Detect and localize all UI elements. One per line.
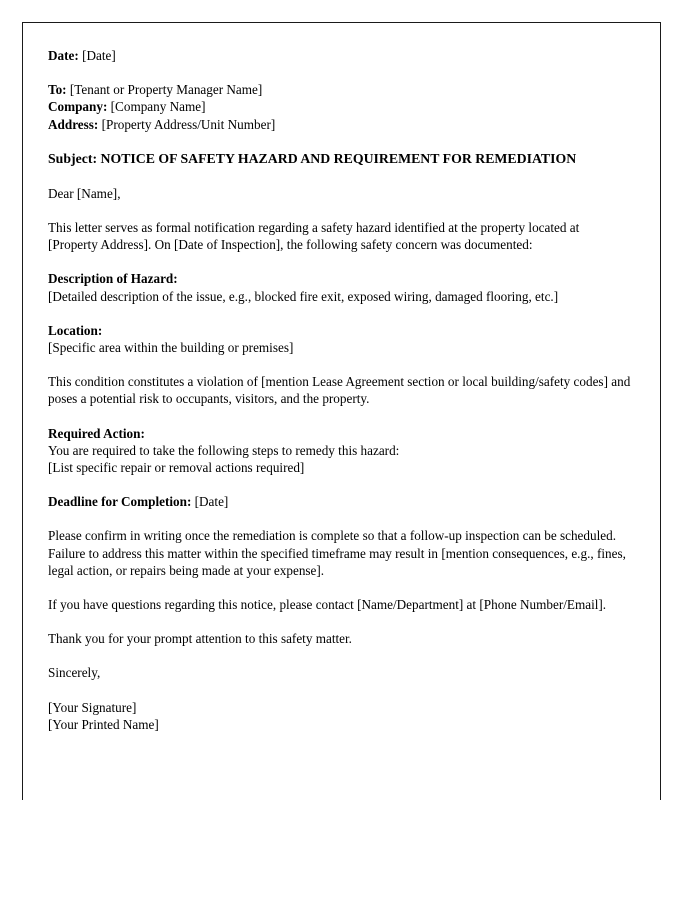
thanks-paragraph: Thank you for your prompt attention to this safety matter.	[48, 631, 352, 647]
to-label: To:	[48, 82, 67, 98]
spacer	[48, 682, 631, 699]
date-value: [Date]	[82, 48, 116, 63]
spacer	[48, 408, 631, 425]
letter-body	[48, 47, 631, 733]
company-value: [Company Name]	[110, 99, 206, 115]
description-of-hazard-heading: Description of Hazard:	[48, 271, 178, 287]
spacer	[48, 253, 631, 270]
spacer	[48, 202, 631, 219]
deadline-line	[48, 493, 631, 510]
spacer	[48, 305, 631, 322]
spacer	[48, 168, 631, 185]
date-label: Date:	[48, 48, 79, 63]
confirmation-paragraph: Please confirm in writing once the remediation is complete so that a follow-up inspection can be scheduled. Failure to address this matter within the specified timeframe may result in [mention consequences, e.g., fines, legal action, or repairs being made at your expense].	[48, 528, 626, 578]
required-action-heading: Required Action:	[48, 425, 145, 441]
date-line	[48, 47, 631, 64]
spacer	[48, 510, 631, 527]
spacer	[48, 133, 631, 150]
required-action-line-2: [List specific repair or removal actions required]	[48, 460, 305, 476]
recipient-company-line	[48, 98, 631, 115]
location-heading: Location:	[48, 322, 103, 338]
deadline-label: Deadline for Completion:	[48, 494, 192, 510]
intro-paragraph: This letter serves as formal notification regarding a safety hazard identified at the property located at [Property Address]. On [Date of Inspection], the following safety concern was documented:	[48, 220, 580, 253]
company-label: Company:	[48, 99, 108, 115]
location-body: [Specific area within the building or premises]	[48, 340, 294, 356]
closing: Sincerely,	[48, 665, 101, 681]
recipient-to-line	[48, 81, 631, 98]
to-value: [Tenant or Property Manager Name]	[69, 82, 263, 98]
document-page-frame	[22, 22, 661, 800]
recipient-address-line	[48, 116, 631, 133]
contact-paragraph: If you have questions regarding this notice, please contact [Name/Department] at [Phone Number/Email].	[48, 597, 607, 613]
salutation: Dear [Name],	[48, 185, 121, 201]
spacer	[48, 613, 631, 630]
address-label: Address:	[48, 116, 99, 132]
description-of-hazard-body: [Detailed description of the issue, e.g., blocked fire exit, exposed wiring, damaged flooring, etc.]	[48, 288, 559, 304]
address-value: [Property Address/Unit Number]	[101, 116, 276, 132]
subject-value: NOTICE OF SAFETY HAZARD AND REQUIREMENT FOR REMEDIATION	[100, 150, 577, 166]
deadline-value: [Date]	[194, 494, 229, 510]
printed-name-line: [Your Printed Name]	[48, 716, 159, 732]
recipient-block	[48, 81, 631, 133]
spacer	[48, 356, 631, 373]
spacer	[48, 579, 631, 596]
signature-line: [Your Signature]	[48, 699, 137, 715]
spacer	[48, 647, 631, 664]
subject-label: Subject:	[48, 150, 98, 166]
spacer	[48, 64, 631, 81]
subject-line	[48, 150, 631, 168]
required-action-line-1: You are required to take the following steps to remedy this hazard:	[48, 442, 400, 458]
violation-paragraph: This condition constitutes a violation of [mention Lease Agreement section or local building/safety codes] and poses a potential risk to occupants, visitors, and the property.	[48, 374, 631, 407]
spacer	[48, 476, 631, 493]
